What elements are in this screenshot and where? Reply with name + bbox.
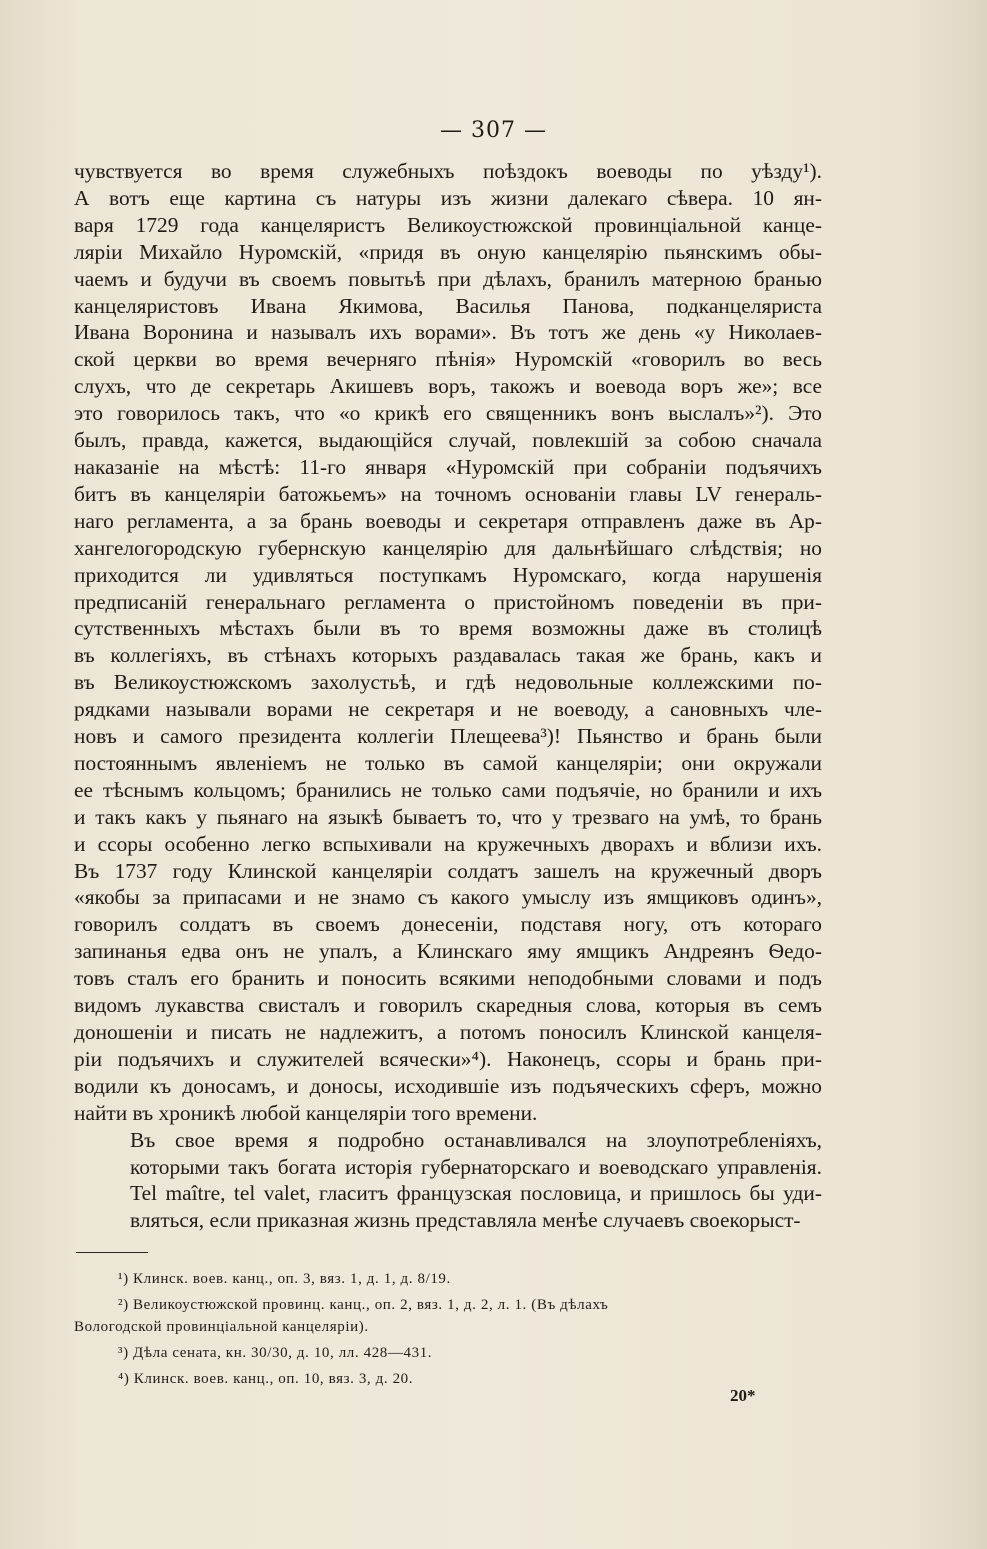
text-line: доношеніи и писать не надлежитъ, а потомъ поносилъ Клинской канцеля- <box>74 1020 822 1044</box>
footnote <box>74 1368 822 1390</box>
text-line: Въ 1737 году Клинской канцеляріи солдатъ зашелъ на кружечный дворъ <box>74 858 822 883</box>
text-line: говорилъ солдатъ въ своемъ донесеніи, подставя ногу, отъ котораго <box>74 912 822 937</box>
footnote-marker: ²) <box>118 1297 134 1313</box>
text-line: приходится ли удивляться поступкамъ Нуромскаго, когда нарушенія <box>74 562 822 587</box>
text-line: ріи подъячихъ и служителей всячески»⁴). Наконецъ, ссоры и брань при- <box>74 1046 822 1071</box>
footnotes <box>74 1268 822 1394</box>
text-line: которыми такъ богата исторія губернаторскаго и воеводскаго управленія. <box>130 1154 822 1179</box>
text-line: и ссоры особенно легко вспыхивали на кружечныхъ дворахъ и вблизи ихъ. <box>74 831 822 856</box>
footnote-text: Дѣла сената, кн. 30/30, д. 10, лл. 428—431. <box>133 1345 433 1361</box>
text-line: «якобы за припасами и не знамо съ какого умыслу изъ ямщиковъ одинъ», <box>74 885 822 910</box>
text-line: и такъ какъ у пьянаго на языкѣ бываетъ то, что у трезваго на умѣ, то брань <box>74 804 822 829</box>
text-line: А вотъ еще картина съ натуры изъ жизни далекаго сѣвера. 10 ян- <box>74 185 822 210</box>
footnote-text: Великоустюжской провинц. канц., оп. 2, вяз. 1, д. 2, л. 1. (Въ дѣлахъ <box>133 1297 609 1313</box>
footnote <box>74 1342 822 1364</box>
text-line: въ Великоустюжскомъ захолустьѣ, и гдѣ недовольные коллежскими по- <box>74 670 822 695</box>
body-text <box>74 158 822 1234</box>
text-line: запинанья едва онъ не упалъ, а Клинскаго яму ямщикъ Андреянъ Ѳедо- <box>74 939 822 964</box>
text-line: битъ въ канцеляріи батожьемъ» на точномъ основаніи главы LV генераль- <box>74 481 822 506</box>
text-line: варя 1729 года канцеляристъ Великоустюжской провинціальной канце- <box>74 212 822 237</box>
paragraph-2 <box>74 1127 822 1235</box>
text-line: сутственныхъ мѣстахъ были въ то время возможны даже въ столицѣ <box>74 616 822 641</box>
text-line: наго регламента, а за брань воеводы и секретаря отправленъ даже въ Ар- <box>74 508 822 533</box>
page-number: — 307 — <box>440 118 547 143</box>
text-line: ляріи Михайло Нуромскій, «придя въ оную канцелярію пьянскимъ обы- <box>74 239 822 264</box>
text-line: чаемъ и будучи въ своемъ повытьѣ при дѣлахъ, бранилъ матерною бранью <box>74 266 822 291</box>
text-line: ской церкви во время вечерняго пѣнія» Нуромскій «говорилъ во весь <box>74 347 822 372</box>
text-line: новъ и самого президента коллегіи Плещеева³)! Пьянство и брань были <box>74 724 822 749</box>
text-line: постояннымъ явленіемъ не только въ самой канцеляріи; они окружали <box>74 750 822 775</box>
text-line: предписаній генеральнаго регламента о пристойномъ поведеніи въ при- <box>74 589 822 614</box>
text-line: рядками называли ворами не секретаря и не воеводу, а сановныхъ чле- <box>74 697 822 722</box>
text-line: вляться, если приказная жизнь представляла менѣе случаевъ своекорыст- <box>130 1208 801 1233</box>
text-line: былъ, правда, кажется, выдающійся случай, повлекшій за собою сначала <box>74 428 822 453</box>
text-line: въ коллегіяхъ, въ стѣнахъ которыхъ раздавалась такая же брань, какъ и <box>74 643 822 668</box>
footnote-text: Клинск. воев. канц., оп. 3, вяз. 1, д. 1, д. 8/19. <box>133 1271 451 1287</box>
text-line: слухъ, что де секретарь Акишевъ воръ, такожъ и воевода воръ же»; все <box>74 374 822 399</box>
text-line: Въ свое время я подробно останавливался на злоупотребленіяхъ, <box>130 1127 822 1152</box>
footnote-text: Клинск. воев. канц., оп. 10, вяз. 3, д. 20. <box>133 1371 414 1387</box>
text-line: Tel maître, tel valet, гласитъ французская пословица, и пришлось бы уди- <box>130 1181 822 1206</box>
text-line: товъ сталъ его бранить и поносить всякими неподобными словами и подъ <box>74 966 822 991</box>
text-line: канцеляристовъ Ивана Якимова, Василья Панова, подканцеляриста <box>74 293 822 318</box>
sheet-signature: 20* <box>730 1386 756 1405</box>
footnote-divider <box>76 1252 148 1253</box>
footnote <box>74 1268 822 1290</box>
text-line: ее тѣснымъ кольцомъ; бранились не только сами подъячіе, но бранили и ихъ <box>74 777 822 802</box>
footnote-marker: ³) <box>118 1345 134 1361</box>
text-line: найти въ хроникѣ любой канцеляріи того времени. <box>74 1100 538 1125</box>
footnote-marker: ¹) <box>118 1271 134 1287</box>
footnote-marker: ⁴) <box>118 1371 134 1387</box>
text-line: наказаніе на мѣстѣ: 11-го января «Нуромскій при собраніи подъячихъ <box>74 454 822 479</box>
footnote-continuation: Вологодской провинціальной канцеляріи). <box>74 1319 369 1335</box>
text-line: это говорилось такъ, что «о крикѣ его священникъ вонъ выслалъ»²). Это <box>74 401 822 426</box>
text-line: чувствуется во время служебныхъ поѣздокъ воеводы по уѣзду¹). <box>74 159 822 183</box>
text-line: видомъ лукавства свисталъ и говорилъ скаредныя слова, которыя въ семъ <box>74 993 822 1018</box>
footnote <box>74 1294 822 1338</box>
paragraph-1 <box>74 158 822 1127</box>
text-line: хангелогородскую губернскую канцелярію для дальнѣйшаго слѣдствія; но <box>74 535 822 560</box>
text-line: водили къ доносамъ, и доносы, исходившіе изъ подъяческихъ сферъ, можно <box>74 1073 822 1098</box>
text-line: Ивана Воронина и называлъ ихъ ворами». Въ тотъ же день «у Николаев- <box>74 320 822 345</box>
